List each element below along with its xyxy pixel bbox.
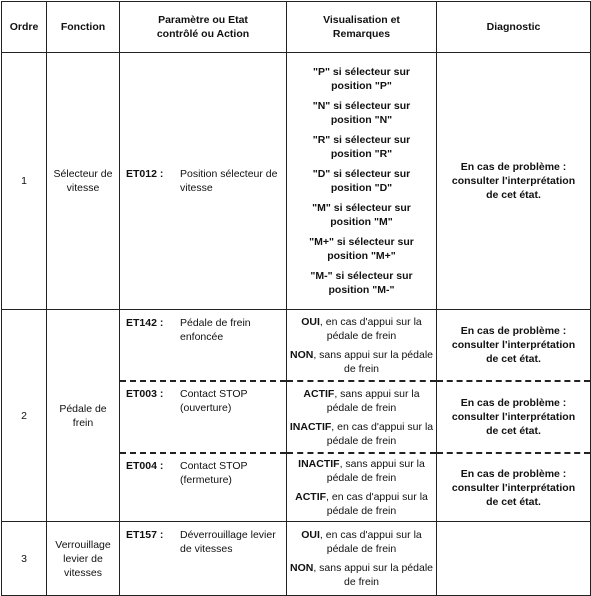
param-segment [120, 452, 286, 521]
vis-entry [287, 348, 436, 376]
vis-line: "D" si sélecteur sur [312, 168, 411, 180]
diag-cell [437, 522, 591, 596]
param-entry [120, 167, 286, 195]
vis-text: , sans appui sur la pédale de frein [313, 562, 433, 588]
vis-segment [287, 380, 436, 452]
vis-keyword: NON [289, 562, 314, 574]
fonction-text: Sélecteur de vitesse [53, 168, 113, 194]
fonction-text: Pédale de frein [59, 402, 107, 429]
param-label: Déverrouillage levier de vitesses [180, 529, 276, 555]
vis-segment [287, 452, 436, 521]
ordre-cell: 2 [2, 310, 47, 522]
vis-text: , sans appui sur la pédale de frein [326, 387, 420, 414]
vis-cell [287, 310, 437, 522]
vis-entry [287, 528, 436, 556]
diag-text: En cas de problème : consulter l'interprétation de cet état. [451, 161, 576, 201]
vis-line: position "M-" [328, 284, 395, 296]
param-segment [120, 310, 286, 380]
vis-entry [287, 457, 436, 485]
vis-line: position "M+" [327, 250, 396, 262]
header-param [120, 2, 287, 53]
vis-line: "N" si sélecteur sur [312, 100, 411, 112]
table-row [2, 522, 591, 596]
vis-list [287, 382, 436, 453]
header-row [2, 2, 591, 53]
header-param-text: Paramètre ou Etat contrôlé ou Action [156, 14, 250, 40]
vis-entry [287, 167, 436, 195]
diagnostic-table [1, 1, 591, 596]
header-ordre: Ordre [2, 2, 47, 53]
param-code: ET142 : [126, 317, 164, 329]
param-code: ET157 : [126, 529, 164, 541]
diag-text: En cas de problème : consulter l'interprétation de cet état. [451, 467, 576, 508]
vis-line: position "D" [330, 182, 393, 194]
param-code: ET012 : [126, 168, 164, 180]
vis-line: "M-" si sélecteur sur [310, 270, 413, 282]
param-entry [120, 316, 286, 344]
vis-text: , en cas d'appui sur la pédale de frein [326, 491, 428, 517]
param-label: Contact STOP (fermeture) [180, 460, 248, 486]
diag-segment [437, 380, 590, 452]
param-cell [120, 522, 287, 596]
vis-list [287, 310, 436, 381]
ordre-cell: 1 [2, 53, 47, 310]
header-vis-text: Visualisation et Remarques [323, 14, 400, 40]
vis-text: , sans appui sur la pédale de frein [326, 458, 425, 484]
diag-text: En cas de problème : consulter l'interprétation de cet état. [451, 397, 576, 437]
vis-segment [287, 310, 436, 380]
param-cell [120, 53, 287, 310]
table-row [2, 53, 591, 310]
vis-keyword: INACTIF [298, 458, 340, 470]
fonction-text: Verrouillage levier de vitesses [55, 538, 111, 579]
vis-text: , sans appui sur la pédale de frein [313, 348, 433, 375]
param-entry [120, 528, 286, 556]
vis-entry [287, 65, 436, 93]
vis-entry [287, 387, 436, 415]
param-label: Contact STOP (ouverture) [180, 388, 248, 414]
vis-entry [287, 99, 436, 127]
vis-line: "R" si sélecteur sur [312, 134, 411, 146]
param-label: Pédale de frein enfoncée [180, 317, 251, 343]
vis-text: , en cas d'appui sur la pédale de frein [319, 529, 422, 555]
diag-cell [437, 310, 591, 522]
vis-line: "M" si sélecteur sur [312, 202, 411, 214]
vis-entry [287, 315, 436, 343]
vis-keyword: ACTIF [303, 387, 335, 400]
fonction-cell [47, 53, 120, 310]
param-code: ET003 : [126, 388, 164, 400]
vis-keyword: ACTIF [295, 491, 327, 503]
vis-line: position "R" [330, 148, 393, 160]
diag-segment [437, 452, 590, 521]
vis-text: , en cas d'appui sur la pédale de frein [326, 420, 434, 447]
header-fonction: Fonction [47, 2, 120, 53]
header-vis [287, 2, 437, 53]
diag-segment [437, 310, 590, 380]
vis-entry [287, 201, 436, 229]
vis-cell [287, 53, 437, 310]
param-entry [120, 387, 286, 415]
vis-keyword: OUI [301, 315, 320, 328]
vis-line: position "M" [330, 216, 393, 228]
diag-text: En cas de problème : consulter l'interprétation de cet état. [451, 325, 576, 365]
vis-line: position "P" [331, 80, 392, 92]
vis-keyword: NON [289, 348, 314, 361]
param-cell [120, 310, 287, 522]
vis-cell [287, 522, 437, 596]
vis-line: position "N" [330, 114, 393, 126]
param-code: ET004 : [126, 460, 164, 472]
diag-cell [437, 53, 591, 310]
vis-line: "P" si sélecteur sur [313, 66, 410, 78]
table-row [2, 310, 591, 522]
param-label: Position sélecteur de vitesse [180, 168, 278, 194]
vis-text: , en cas d'appui sur la pédale de frein [319, 315, 422, 342]
vis-list [287, 528, 436, 589]
fonction-cell [47, 522, 120, 596]
vis-keyword: INACTIF [289, 420, 332, 433]
vis-entry [287, 133, 436, 161]
vis-entry [287, 420, 436, 448]
vis-list [287, 65, 436, 297]
ordre-cell: 3 [2, 522, 47, 596]
fonction-cell [47, 310, 120, 522]
vis-entry [287, 269, 436, 297]
vis-keyword: OUI [301, 529, 320, 541]
header-diag: Diagnostic [437, 2, 591, 53]
param-segment [120, 380, 286, 452]
vis-entry [287, 235, 436, 263]
vis-entry [287, 490, 436, 518]
vis-list [287, 452, 436, 523]
vis-entry [287, 561, 436, 589]
vis-line: "M+" si sélecteur sur [309, 236, 414, 248]
param-entry [120, 459, 286, 487]
